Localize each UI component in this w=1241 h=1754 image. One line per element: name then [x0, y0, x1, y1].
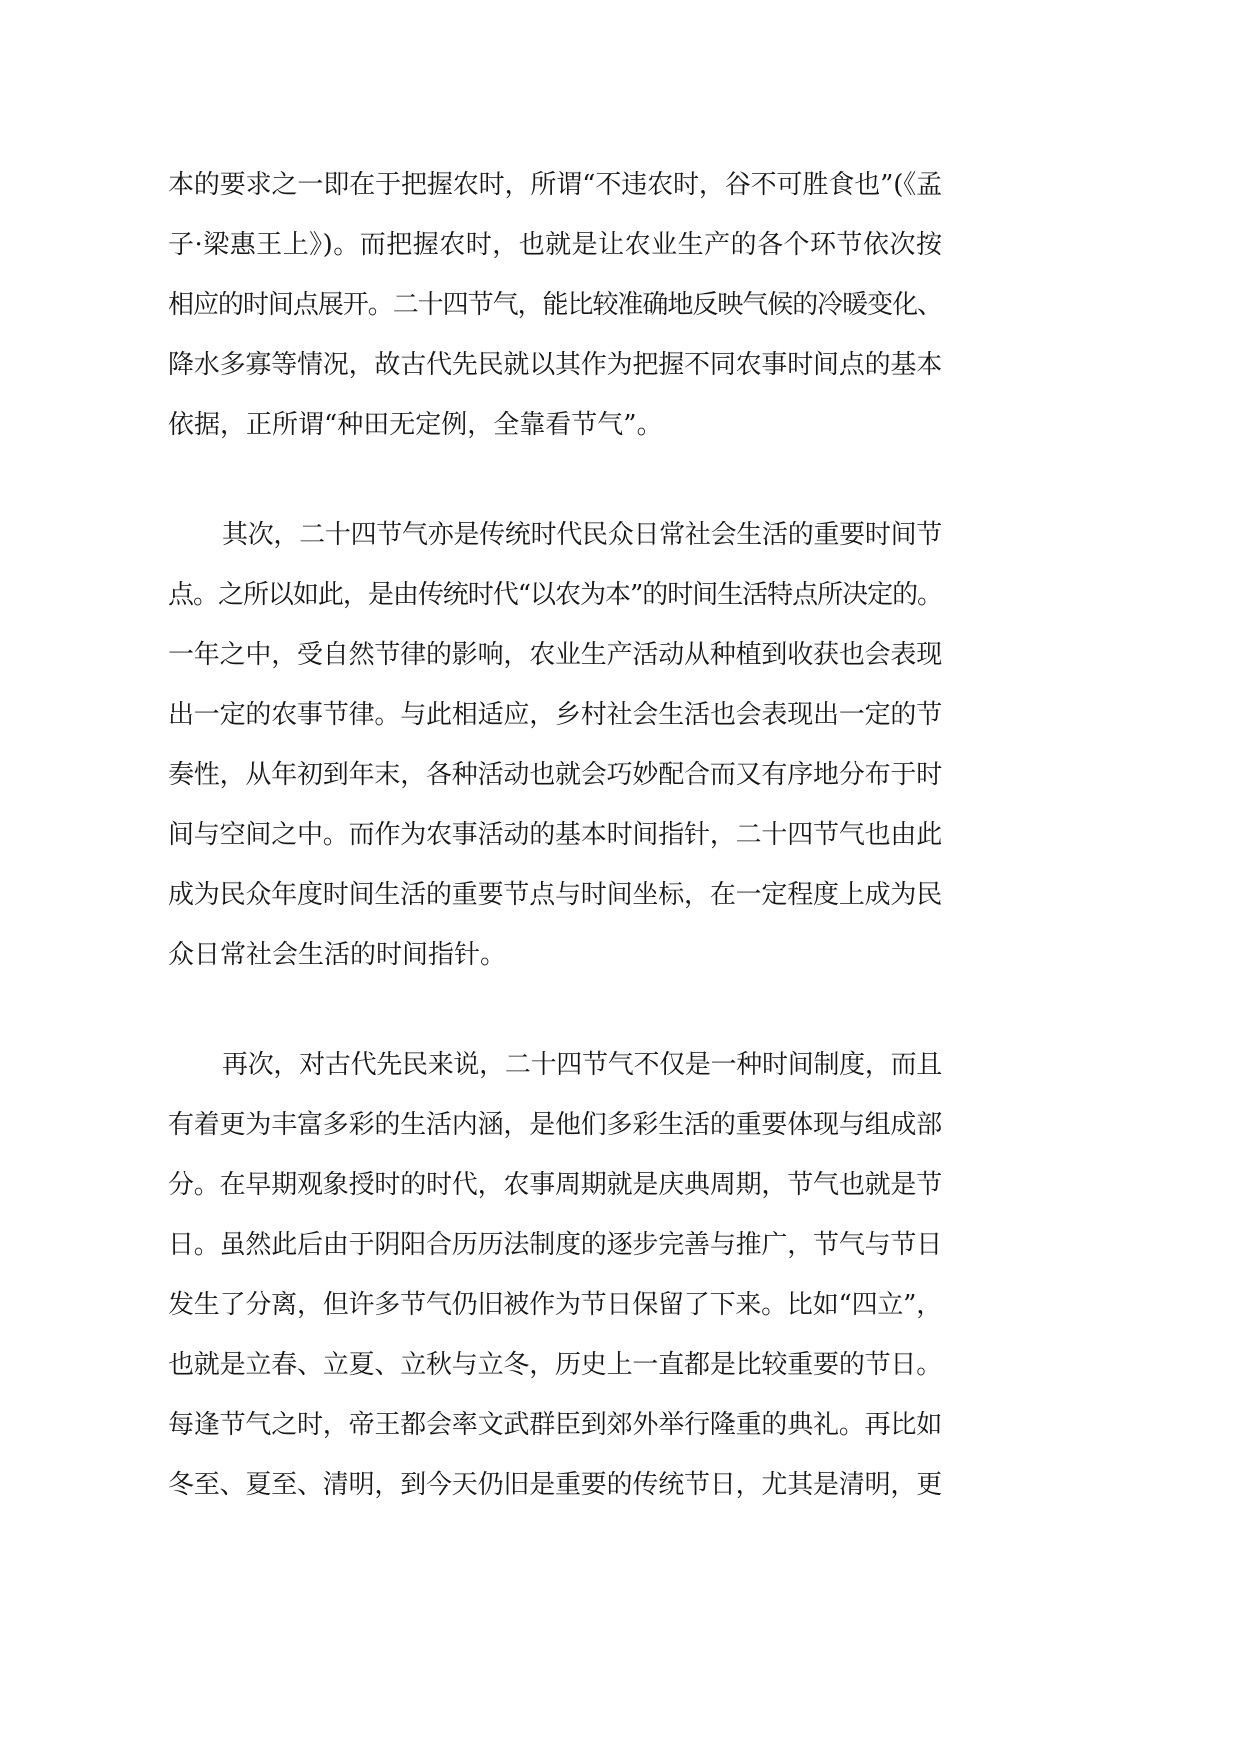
text-line: 众日常社会生活的时间指针。 [168, 940, 507, 970]
text-line: 出一定的农事节律。与此相适应，乡村社会生活也会表现出一定的节 [168, 700, 942, 730]
text-line: 冬至、夏至、清明，到今天仍旧是重要的传统节日，尤其是清明，更 [168, 1470, 942, 1500]
text-line: 奏性，从年初到年末，各种活动也就会巧妙配合而又有序地分布于时 [168, 760, 942, 790]
text-line: 其次，二十四节气亦是传统时代民众日常社会生活的重要时间节 [222, 520, 942, 550]
text-line: 点。之所以如此，是由传统时代“以农为本”的时间生活特点所决定的。 [168, 580, 942, 610]
text-line: 也就是立春、立夏、立秋与立冬，历史上一直都是比较重要的节日。 [168, 1350, 942, 1380]
text-line: 降水多寡等情况，故古代先民就以其作为把握不同农事时间点的基本 [168, 350, 942, 380]
text-line: 本的要求之一即在于把握农时，所谓“不违农时，谷不可胜食也”(《孟 [168, 170, 942, 200]
text-line: 有着更为丰富多彩的生活内涵，是他们多彩生活的重要体现与组成部 [168, 1110, 942, 1140]
paragraph-1 [168, 155, 942, 455]
text-line: 再次，对古代先民来说，二十四节气不仅是一种时间制度，而且 [222, 1050, 942, 1080]
text-line: 子·梁惠王上》)。而把握农时，也就是让农业生产的各个环节依次按 [168, 230, 942, 260]
text-line: 发生了分离，但许多节气仍旧被作为节日保留了下来。比如“四立”， [168, 1290, 942, 1320]
paragraph-2 [168, 505, 942, 985]
text-line: 依据，正所谓“种田无定例，全靠看节气”。 [168, 410, 663, 440]
body-text [168, 155, 942, 1515]
text-line: 间与空间之中。而作为农事活动的基本时间指针，二十四节气也由此 [168, 820, 942, 850]
text-line: 分。在早期观象授时的时代，农事周期就是庆典周期，节气也就是节 [168, 1170, 942, 1200]
text-line: 相应的时间点展开。二十四节气，能比较准确地反映气候的冷暖变化、 [168, 290, 942, 320]
paragraph-3 [168, 1035, 942, 1515]
text-line: 成为民众年度时间生活的重要节点与时间坐标，在一定程度上成为民 [168, 880, 942, 910]
text-line: 一年之中，受自然节律的影响，农业生产活动从种植到收获也会表现 [168, 640, 942, 670]
text-line: 日。虽然此后由于阴阳合历历法制度的逐步完善与推广，节气与节日 [168, 1230, 942, 1260]
text-line: 每逢节气之时，帝王都会率文武群臣到郊外举行隆重的典礼。再比如 [168, 1410, 942, 1440]
